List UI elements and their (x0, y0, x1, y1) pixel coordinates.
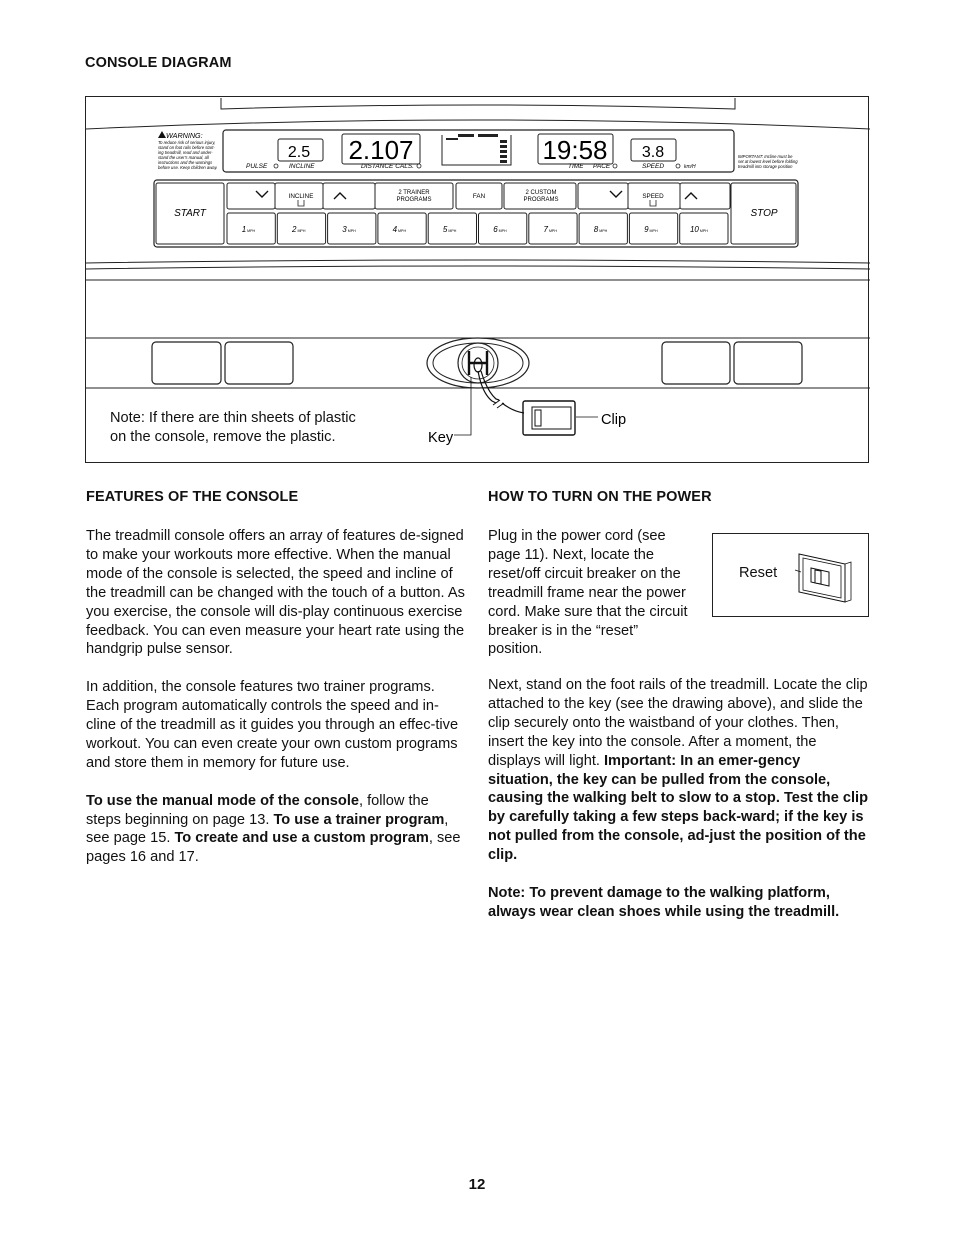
svg-text:2 CUSTOM: 2 CUSTOM (525, 190, 557, 196)
speed-label-box (628, 183, 680, 209)
bold-text-run: Important: In an emer-gency situation, the key can be pulled from the console, causing the walking belt to slow to a stop. Test the clip by carefully taking a few steps back-ward; if the key is not pulled from the console, ad-just the position of the clip. (488, 752, 869, 864)
incline-label-box (275, 183, 323, 209)
time-readout: 19:58 (542, 135, 608, 165)
stop-button[interactable] (731, 183, 796, 244)
speed-preset-number: 5 (442, 225, 448, 234)
circuit-breaker-icon (793, 546, 859, 606)
warning-text-line: To reduce risk of serious injury, (158, 140, 216, 145)
reset-breaker-diagram (712, 533, 869, 617)
custom-programs-button[interactable] (504, 183, 576, 209)
speed-preset-number: 4 (392, 225, 398, 234)
page-number: 12 (468, 1176, 486, 1193)
left-handgrip-pad-outer (152, 342, 221, 384)
pulse-indicator-icon (274, 164, 278, 168)
speed-preset-number: 2 (291, 225, 297, 234)
speed-preset-button-4[interactable] (378, 213, 426, 244)
speed-unit-label: MPH (247, 229, 256, 233)
text-run: , see pages 16 and 17. (86, 830, 461, 866)
speed-up-button[interactable] (680, 183, 730, 209)
speed-unit-label: MPH (297, 229, 306, 233)
speed-unit-label: MPH (448, 229, 457, 233)
console-diagram-heading: CONSOLE DIAGRAM (85, 55, 232, 71)
warning-text-line: before use. Keep children away. (158, 165, 218, 170)
key-receptacle[interactable] (427, 338, 529, 388)
speed-preset-number: 8 (593, 225, 599, 234)
pace-label: PACE (593, 163, 611, 170)
speed-preset-button-10[interactable] (680, 213, 728, 244)
important-text-line: set at lowest level before folding (738, 159, 798, 164)
incline-readout: 2.5 (287, 144, 311, 161)
speed-preset-button-6[interactable] (479, 213, 527, 244)
features-body (86, 527, 467, 886)
kmh-label: km/H (684, 164, 696, 170)
power-body (488, 676, 869, 941)
svg-text:INCLINE: INCLINE (288, 193, 314, 200)
profile-matrix-display (442, 134, 511, 165)
speed-readout: 3.8 (641, 144, 665, 161)
right-handgrip-pad-inner (662, 342, 730, 384)
warning-text-line: stand on foot rails before start- (158, 145, 215, 150)
important-text-line: IMPORTANT: Incline must be (738, 154, 793, 159)
text-run: , follow the steps beginning on page 13. (86, 792, 429, 828)
plastic-note (110, 409, 410, 446)
speed-preset-button-5[interactable] (428, 213, 476, 244)
incline-down-button[interactable] (227, 183, 275, 209)
svg-text:SPEED: SPEED (642, 193, 664, 200)
speed-preset-number: 3 (342, 225, 347, 234)
text-run: Next, stand on the foot rails of the treadmill. Locate the clip attached to the key (see the drawing above), and slide the clip securely onto the waistband of your clothes. Then, insert the key into the console. After a moment, the displays will light. (488, 677, 868, 769)
incline-label: INCLINE (289, 163, 315, 170)
warning-label (158, 131, 218, 170)
speed-preset-number: 6 (493, 225, 498, 234)
key-callout: Key (428, 430, 454, 446)
features-paragraph: The treadmill console offers an array of features de-signed to make your workouts more effective. When the manual mode of the console is selected, the speed and incline of the treadmill can be changed with the touch of a button. As you exercise, the console will dis-play continuous exercise feedback. You can even measure your heart rate using the handgrip pulse sensor. (86, 528, 465, 658)
power-paragraph-3: Note: To prevent damage to the walking platform, always wear clean shoes while using the treadmill. (488, 884, 840, 920)
chevron-up-icon (334, 193, 346, 199)
bold-text-run: To use a trainer program (273, 811, 445, 828)
speed-unit-label: MPH (398, 229, 407, 233)
chevron-down-icon (610, 191, 622, 197)
speed-unit-label: MPH (599, 229, 608, 233)
distance-label: DISTANCE CALS. (361, 163, 414, 170)
speed-preset-button-1[interactable] (227, 213, 275, 244)
speed-preset-number: 10 (689, 225, 699, 234)
bold-text-run: To create and use a custom program (174, 830, 429, 847)
speed-preset-button-7[interactable] (529, 213, 577, 244)
power-paragraph-1: Plug in the power cord (see page 11). Next, locate the reset/off circuit breaker on the treadmill frame near the power cord. Make sure that the circuit breaker is in the “reset” position. (488, 528, 688, 658)
text-run: , see page 15. (86, 811, 449, 847)
distance-indicator-icon (417, 164, 421, 168)
features-paragraph: In addition, the console features two trainer programs. Each program automatically controls the speed and in-cline of the treadmill as it guides you through an effec-tive workout. You can even create your own custom programs and store them in memory for future use. (86, 679, 459, 771)
safety-clip (523, 401, 575, 435)
chevron-up-icon (685, 193, 697, 199)
pulse-label: PULSE (246, 163, 268, 170)
incline-up-button[interactable] (323, 183, 375, 209)
warning-text-line: stand the user's manual, all (158, 155, 209, 160)
important-label (738, 154, 798, 169)
features-heading: FEATURES OF THE CONSOLE (86, 489, 299, 505)
warning-icon (158, 131, 166, 138)
distance-readout: 2.107 (348, 135, 414, 165)
reset-label: Reset (739, 565, 778, 581)
speed-unit-label: MPH (649, 229, 658, 233)
svg-text:START: START (174, 208, 206, 219)
bold-text-run: To use the manual mode of the console (86, 792, 359, 809)
speed-indicator-icon (676, 164, 680, 168)
features-paragraph-links (86, 792, 467, 868)
important-text-line: treadmill into storage position (738, 164, 793, 169)
fan-button[interactable] (456, 183, 502, 209)
speed-down-button[interactable] (578, 183, 628, 209)
svg-text:FAN: FAN (472, 193, 486, 200)
speed-unit-label: MPH (498, 229, 507, 233)
warning-text-line: instructions and the warnings (158, 160, 213, 165)
chevron-down-icon (256, 191, 268, 197)
clip-callout: Clip (601, 412, 627, 428)
speed-preset-number: 1 (241, 225, 247, 234)
speed-unit-label: MPH (699, 229, 708, 233)
note-line: Note: If there are thin sheets of plastic (110, 410, 356, 426)
svg-text:STOP: STOP (750, 208, 778, 219)
speed-unit-label: MPH (548, 229, 557, 233)
pace-indicator-icon (613, 164, 617, 168)
left-handgrip-pad-inner (225, 342, 293, 384)
console-diagram (85, 96, 869, 463)
speed-label: SPEED (642, 163, 665, 170)
trainer-programs-button[interactable] (375, 183, 453, 209)
note-line: on the console, remove the plastic. (110, 428, 336, 445)
speed-preset-number: 7 (543, 225, 548, 234)
warning-title: WARNING: (166, 131, 203, 140)
svg-text:PROGRAMS: PROGRAMS (523, 197, 559, 203)
svg-text:2 TRAINER: 2 TRAINER (398, 190, 430, 196)
right-handgrip-pad-outer (734, 342, 802, 384)
speed-preset-button-2[interactable] (277, 213, 325, 244)
warning-text-line: ing treadmill, read and under- (158, 150, 213, 155)
power-paragraph-2 (488, 676, 869, 865)
power-heading: HOW TO TURN ON THE POWER (488, 489, 712, 505)
speed-preset-button-8[interactable] (579, 213, 627, 244)
speed-preset-button-9[interactable] (629, 213, 677, 244)
speed-unit-label: MPH (347, 229, 356, 233)
speed-preset-button-3[interactable] (328, 213, 376, 244)
time-label: TIME (568, 163, 584, 170)
speed-preset-number: 9 (644, 225, 649, 234)
start-button[interactable] (156, 183, 224, 244)
svg-text:PROGRAMS: PROGRAMS (396, 197, 432, 203)
